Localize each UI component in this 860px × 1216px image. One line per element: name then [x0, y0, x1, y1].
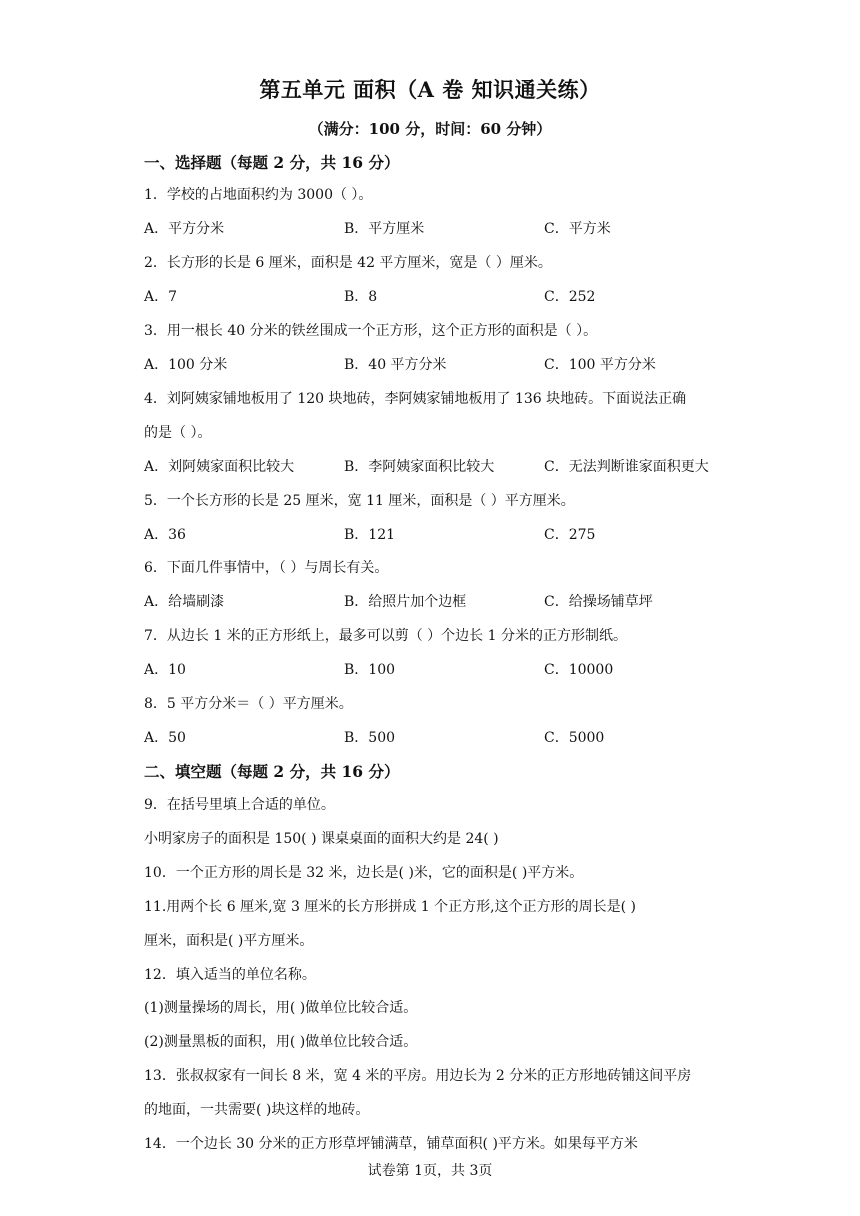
option-b[interactable]: B．40 平方分米	[344, 357, 447, 373]
question-12-part-2[interactable]: (2)测量黑板的面积，用( )做单位比较合适。	[144, 1034, 418, 1050]
option-c[interactable]: C．无法判断谁家面积更大	[544, 459, 709, 475]
option-b[interactable]: B．500	[344, 730, 396, 746]
question-5-stem: 5．一个长方形的长是 25 厘米，宽 11 厘米，面积是（ ）平方厘米。	[144, 493, 575, 509]
question-6-options	[144, 592, 724, 612]
option-c[interactable]: C．给操场铺草坪	[544, 594, 653, 610]
question-7-options	[144, 660, 724, 680]
question-8-options	[144, 728, 724, 748]
question-6-stem: 6．下面几件事情中，（ ）与周长有关。	[144, 560, 389, 576]
question-2-options	[144, 287, 724, 307]
page-title: 第五单元 面积（A 卷 知识通关练）	[259, 77, 601, 102]
page-footer: 试卷第 1页，共 3页	[367, 1163, 493, 1179]
question-1-stem: 1．学校的占地面积约为 3000（ ）。	[144, 187, 373, 203]
option-a[interactable]: A．36	[144, 527, 186, 543]
question-14[interactable]: 14．一个边长 30 分米的正方形草坪铺满草，铺草面积( )平方米。如果每平方米	[144, 1136, 638, 1152]
option-c[interactable]: C．275	[544, 527, 596, 543]
option-a[interactable]: A．平方分米	[144, 221, 225, 237]
question-8-stem: 8．5 平方分米＝（ ）平方厘米。	[144, 696, 353, 712]
option-c[interactable]: C．平方米	[544, 221, 611, 237]
option-b[interactable]: B．121	[344, 527, 396, 543]
option-a[interactable]: A．刘阿姨家面积比较大	[144, 459, 295, 475]
option-c[interactable]: C．5000	[544, 730, 605, 746]
option-b[interactable]: B．给照片加个边框	[344, 594, 467, 610]
option-a[interactable]: A．7	[144, 289, 178, 305]
option-b[interactable]: B．李阿姨家面积比较大	[344, 459, 495, 475]
question-9-blanks[interactable]: 小明家房子的面积是 150( ) 课桌桌面的面积大约是 24( )	[144, 831, 499, 847]
question-5-options	[144, 525, 724, 545]
option-a[interactable]: A．50	[144, 730, 186, 746]
question-1-options	[144, 219, 724, 239]
question-3-options	[144, 355, 724, 375]
section-heading-choice: 一、选择题（每题 2 分，共 16 分）	[144, 153, 400, 172]
question-10[interactable]: 10．一个正方形的周长是 32 米，边长是( )米，它的面积是( )平方米。	[144, 865, 584, 881]
option-c[interactable]: C．252	[544, 289, 596, 305]
question-4-stem-cont: 的是（ ）。	[144, 425, 212, 441]
option-a[interactable]: A．10	[144, 662, 186, 678]
question-11-cont[interactable]: 厘米，面积是( )平方厘米。	[144, 933, 314, 949]
question-11[interactable]: 11.用两个长 6 厘米,宽 3 厘米的长方形拼成 1 个正方形,这个正方形的周长是( )	[144, 899, 636, 915]
option-b[interactable]: B．8	[344, 289, 378, 305]
question-3-stem: 3．用一根长 40 分米的铁丝围成一个正方形，这个正方形的面积是（ ）。	[144, 323, 598, 339]
question-12-stem: 12．填入适当的单位名称。	[144, 967, 316, 983]
question-2-stem: 2．长方形的长是 6 厘米，面积是 42 平方厘米，宽是（ ）厘米。	[144, 255, 552, 271]
question-7-stem: 7．从边长 1 米的正方形纸上，最多可以剪（ ）个边长 1 分米的正方形制纸。	[144, 628, 627, 644]
option-a[interactable]: A．100 分米	[144, 357, 228, 373]
option-c[interactable]: C．100 平方分米	[544, 357, 656, 373]
option-c[interactable]: C．10000	[544, 662, 614, 678]
option-b[interactable]: B．平方厘米	[344, 221, 425, 237]
section-heading-fill: 二、填空题（每题 2 分，共 16 分）	[144, 762, 400, 781]
question-4-options	[144, 457, 724, 477]
question-9-stem: 9．在括号里填上合适的单位。	[144, 797, 335, 813]
option-a[interactable]: A．给墙刷漆	[144, 594, 225, 610]
question-13: 13．张叔叔家有一间长 8 米，宽 4 米的平房。用边长为 2 分米的正方形地砖铺这间平房	[144, 1068, 692, 1084]
exam-info: （满分：100 分，时间：60 分钟）	[308, 120, 552, 138]
question-12-part-1[interactable]: (1)测量操场的周长，用( )做单位比较合适。	[144, 1000, 418, 1016]
question-4-stem: 4．刘阿姨家铺地板用了 120 块地砖，李阿姨家铺地板用了 136 块地砖。下面说法正确	[144, 391, 687, 407]
option-b[interactable]: B．100	[344, 662, 396, 678]
question-13-cont[interactable]: 的地面，一共需要( )块这样的地砖。	[144, 1102, 370, 1118]
